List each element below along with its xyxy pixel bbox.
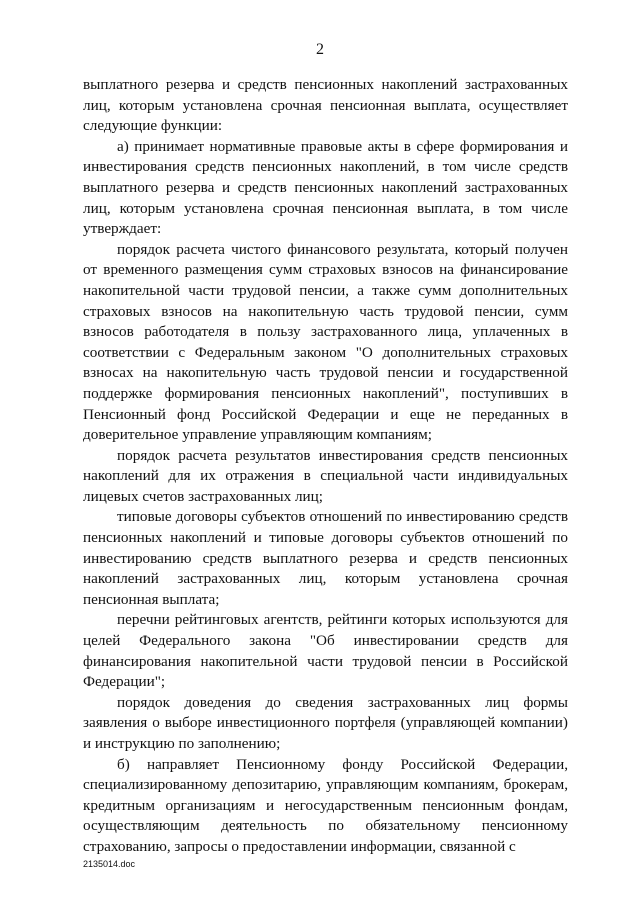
document-body: [83, 75, 568, 858]
paragraph-standard-contracts: типовые договоры субъектов отношений по инвестированию средств пенсионных накоплений и типовые договоры субъектов отношений по инвестированию средств выплатного резерва и средств пенсионных накоплений застрахованных лиц, которым установлена срочная пенсионная выплата;: [83, 508, 568, 608]
paragraph-rating-agencies: перечни рейтинговых агентств, рейтинги которых используются для целей Федерального закона "Об инвестировании средств для финансирования накопительной части трудовой пенсии в Российской Федерации";: [83, 611, 568, 691]
page-number: 2: [316, 41, 324, 58]
paragraph-item-b: б) направляет Пенсионному фонду Российской Федерации, специализированному депозитарию, управляющим компаниям, брокерам, кредитным организациям и негосударственным пенсионным фондам, осуществляющим деятельность по обязательному пенсионному страхованию, запросы о предоставлении информации, связанной с: [83, 755, 568, 855]
paragraph-investment-results-order: порядок расчета результатов инвестирования средств пенсионных накоплений для их отражения в специальной части индивидуальных лицевых счетов застрахованных лиц;: [83, 446, 568, 505]
paragraph-item-a: а) принимает нормативные правовые акты в сфере формирования и инвестирования средств пенсионных накоплений, в том числе средств выплатного резерва и средств пенсионных накоплений застрахованных лиц, которым установлена срочная пенсионная выплата, в том числе утверждает:: [83, 137, 568, 238]
paragraph-financial-result-order: порядок расчета чистого финансового результата, который получен от временного размещения сумм страховых взносов на финансирование накопительной части трудовой пенсии, а также сумм дополнительных страховых взносов на накопительную часть трудовой пенсии, сумм взносов работодателя в пользу застрахованного лица, уплаченных в соответствии с Федеральным законом "О дополнительных страховых взносах на накопительную часть трудовой пенсии и государственной поддержке формирования пенсионных накоплений", поступивших в Пенсионный фонд Российской Федерации и еще не переданных в доверительное управление управляющим компаниям;: [83, 240, 568, 444]
document-footer-filename: 2135014.doc: [83, 859, 136, 869]
paragraph-continuation: выплатного резерва и средств пенсионных накоплений застрахованных лиц, которым установлена срочная пенсионная выплата, осуществляет следующие функции:: [83, 76, 568, 135]
paragraph-application-form: порядок доведения до сведения застрахованных лиц формы заявления о выборе инвестиционного портфеля (управляющей компании) и инструкцию по заполнению;: [83, 693, 568, 752]
